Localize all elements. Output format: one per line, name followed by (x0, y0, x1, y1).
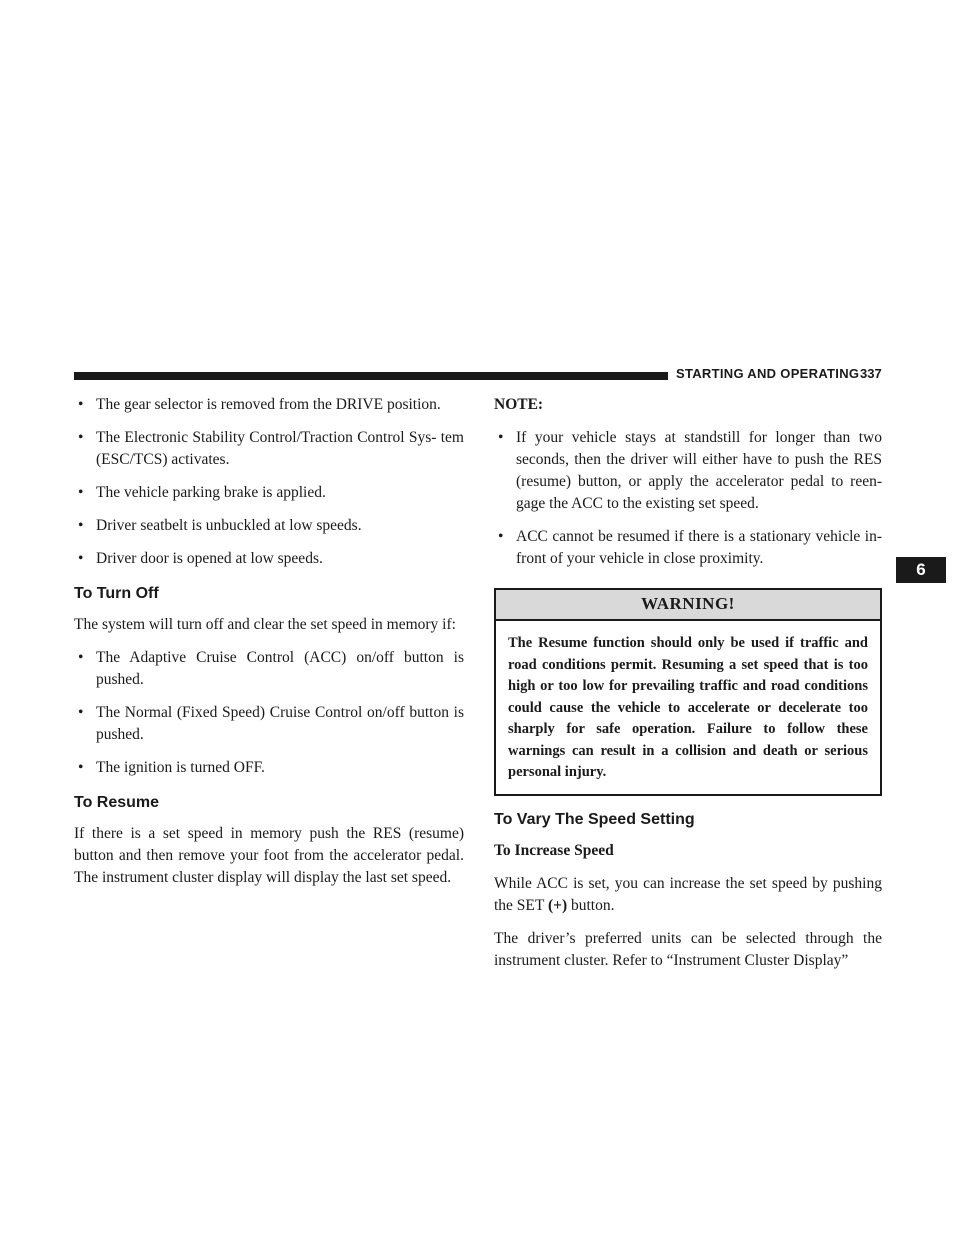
list-item: • Driver door is opened at low speeds. (74, 548, 464, 570)
right-column (494, 394, 882, 983)
bullet-icon: • (78, 517, 84, 534)
left-column (74, 394, 464, 900)
bullet-icon: • (78, 550, 84, 567)
section-heading-turn-off: To Turn Off (74, 585, 159, 602)
list-item: • Driver seatbelt is unbuckled at low speeds. (74, 515, 464, 537)
header-rule (74, 372, 668, 380)
bullet-icon: • (78, 484, 84, 501)
chapter-tab: 6 (896, 557, 946, 583)
list-item: • ACC cannot be resumed if there is a stationary vehicle in-front of your vehicle in close proximity. (498, 528, 882, 567)
bullet-icon: • (78, 704, 84, 721)
list-item: • The vehicle parking brake is applied. (74, 482, 464, 504)
warning-title: WARNING! (496, 590, 880, 621)
bullet-icon: • (78, 429, 84, 446)
list-item: • The Adaptive Cruise Control (ACC) on/off button is pushed. (78, 649, 464, 688)
list-item: • The ignition is turned OFF. (74, 757, 464, 779)
list-item: • If your vehicle stays at standstill for longer than two seconds, then the driver will either have to push the RES (resume) button, or apply the accelerator pedal to reen- gage the ACC to the existing set speed. (498, 429, 882, 512)
bullet-icon: • (78, 649, 84, 666)
bullet-icon: • (498, 429, 504, 446)
note-label: NOTE: (494, 396, 544, 413)
section-heading-vary-speed: To Vary The Speed Setting (494, 810, 695, 828)
running-header-title: STARTING AND OPERATING (676, 366, 860, 381)
list-item: • The gear selector is removed from the DRIVE position. (74, 394, 464, 416)
resume-paragraph: If there is a set speed in memory push the RES (resume) button and then remove your foot from the accelerator pedal. The instrument cluster display will display the last set speed. (74, 825, 464, 886)
increase-speed-paragraph: While ACC is set, you can increase the set speed by pushing the SET (+) button. (494, 874, 882, 914)
warning-text: The Resume function should only be used if traffic and road conditions permit. Resuming a set speed that is too high or too low for prevailing traffic and road conditions could cause the vehicle to accelerate or decelerate too sharply for safe operation. Failure to follow these warnings can result in a collision and death or serious personal injury. (508, 635, 868, 780)
warning-box (494, 588, 882, 796)
plus-button-label: (+) (547, 896, 568, 914)
bullet-icon: • (78, 759, 84, 776)
subheading-increase-speed: To Increase Speed (494, 841, 614, 859)
list-item: • The Normal (Fixed Speed) Cruise Control on/off button is pushed. (78, 704, 464, 743)
units-paragraph: The driver’s preferred units can be selected through the instrument cluster. Refer to “Instrument Cluster Display” (494, 929, 882, 969)
page-number: 337 (860, 366, 882, 381)
bullet-icon: • (498, 528, 504, 545)
section-heading-resume: To Resume (74, 794, 160, 811)
bullet-icon: • (78, 396, 84, 413)
turn-off-intro: The system will turn off and clear the set speed in memory if: (74, 616, 456, 633)
list-item: • The Electronic Stability Control/Traction Control Sys- tem (ESC/TCS) activates. (78, 429, 464, 468)
